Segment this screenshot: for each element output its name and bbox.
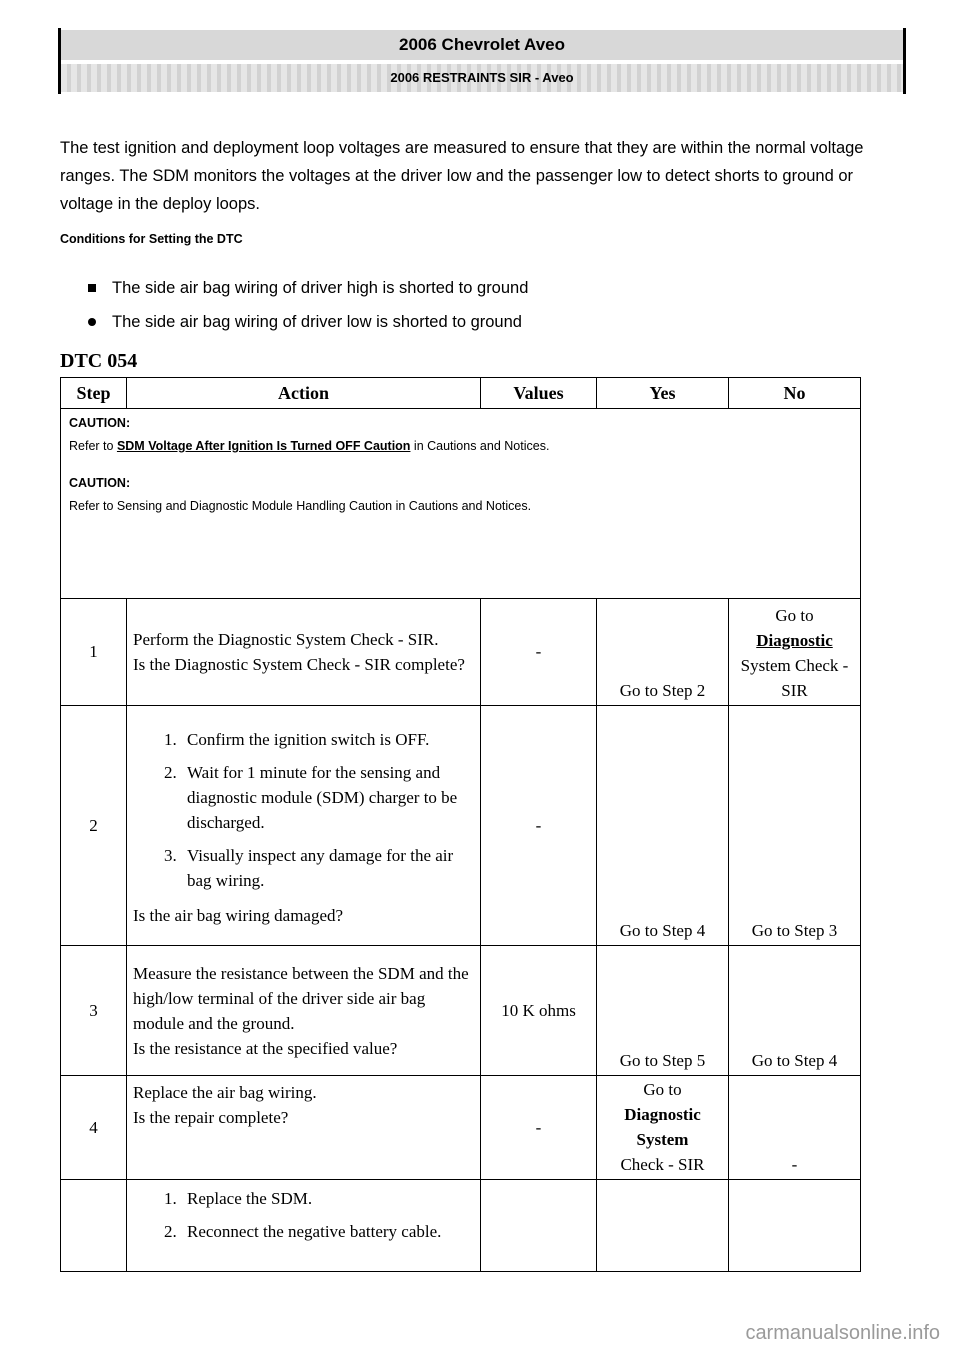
- page-header: [58, 28, 906, 94]
- value-cell: 10 K ohms: [481, 946, 597, 1076]
- diagnostic-system-link[interactable]: Diagnostic System: [624, 1105, 701, 1149]
- action-step-list: [133, 1186, 474, 1244]
- table-row: [61, 1076, 861, 1180]
- value-cell: -: [481, 599, 597, 706]
- step-number: [61, 1180, 127, 1272]
- action-cell: [127, 706, 481, 946]
- value-cell: [481, 1180, 597, 1272]
- value-cell: -: [481, 1076, 597, 1180]
- dtc-title: DTC 054: [60, 350, 138, 372]
- table-header-row: [61, 378, 861, 409]
- yes-cell: Go to Step 2: [597, 599, 729, 706]
- caution-block: [69, 415, 852, 455]
- step-number: 2: [61, 706, 127, 946]
- caution-cell: [61, 409, 861, 599]
- header-title: 2006 Chevrolet Aveo: [61, 30, 903, 60]
- list-item: 2. Reconnect the negative battery cable.: [181, 1219, 474, 1244]
- table-row: [61, 599, 861, 706]
- table-row: [61, 946, 861, 1076]
- list-item: 3. Visually inspect any damage for the air bag wiring.: [181, 843, 474, 893]
- table-row: [61, 706, 861, 946]
- conditions-title: Conditions for Setting the DTC: [60, 232, 243, 246]
- sdm-voltage-caution-link[interactable]: SDM Voltage After Ignition Is Turned OFF Caution: [116, 439, 411, 453]
- table-row: [61, 409, 861, 599]
- caution-block: [69, 475, 852, 515]
- column-header-values: Values: [481, 378, 597, 409]
- list-item: The side air bag wiring of driver low is shorted to ground: [86, 308, 528, 342]
- action-cell: [127, 1180, 481, 1272]
- yes-cell: Go to Step 4: [597, 706, 729, 946]
- action-step-list: [133, 727, 474, 893]
- action-question: Is the air bag wiring damaged?: [133, 906, 344, 925]
- no-cell: Go to Step 3: [729, 706, 861, 946]
- diagnostic-link[interactable]: Diagnostic: [756, 631, 833, 650]
- column-header-no: No: [729, 378, 861, 409]
- step-number: 4: [61, 1076, 127, 1180]
- no-cell: Go to Diagnostic System Check - SIR: [729, 599, 861, 706]
- diagnostic-table: [60, 377, 861, 1272]
- value-cell: -: [481, 706, 597, 946]
- yes-cell: [597, 1180, 729, 1272]
- table-row: [61, 1180, 861, 1272]
- yes-cell: Go to Step 5: [597, 946, 729, 1076]
- caution-label: CAUTION:: [69, 416, 131, 430]
- column-header-action: Action: [127, 378, 481, 409]
- step-number: 3: [61, 946, 127, 1076]
- watermark: carmanualsonline.info: [745, 1322, 940, 1344]
- list-item: 2. Wait for 1 minute for the sensing and diagnostic module (SDM) charger to be discharged.: [181, 760, 474, 835]
- no-cell: -: [729, 1076, 861, 1180]
- no-cell: [729, 1180, 861, 1272]
- square-bullet-icon: [88, 284, 96, 292]
- column-header-step: Step: [61, 378, 127, 409]
- action-cell: Replace the air bag wiring. Is the repair complete?: [127, 1076, 481, 1180]
- caution-text: Refer to Sensing and Diagnostic Module Handling Caution in Cautions and Notices.: [69, 499, 532, 513]
- caution-text: Refer to SDM Voltage After Ignition Is Turned OFF Caution in Cautions and Notices.: [69, 439, 550, 453]
- list-item: 1. Confirm the ignition switch is OFF.: [181, 727, 474, 752]
- caution-label: CAUTION:: [69, 476, 131, 490]
- header-subtitle: 2006 RESTRAINTS SIR - Aveo: [61, 64, 903, 92]
- yes-cell: Go to Diagnostic System Check - SIR: [597, 1076, 729, 1180]
- action-cell: Perform the Diagnostic System Check - SIR. Is the Diagnostic System Check - SIR complete?: [127, 599, 481, 706]
- action-cell: Measure the resistance between the SDM and the high/low terminal of the driver side air bag module and the ground. Is the resistance at the specified value?: [127, 946, 481, 1076]
- list-item: 1. Replace the SDM.: [181, 1186, 474, 1211]
- intro-paragraph: The test ignition and deployment loop voltages are measured to ensure that they are within the normal voltage ranges. The SDM monitors the voltages at the driver low and the passenger low to detect shorts to ground or voltage in the deploy loops.: [60, 139, 864, 213]
- step-number: 1: [61, 599, 127, 706]
- no-cell: Go to Step 4: [729, 946, 861, 1076]
- column-header-yes: Yes: [597, 378, 729, 409]
- list-item: The side air bag wiring of driver high is shorted to ground: [86, 274, 528, 308]
- round-bullet-icon: [88, 318, 96, 326]
- conditions-list: [86, 274, 528, 342]
